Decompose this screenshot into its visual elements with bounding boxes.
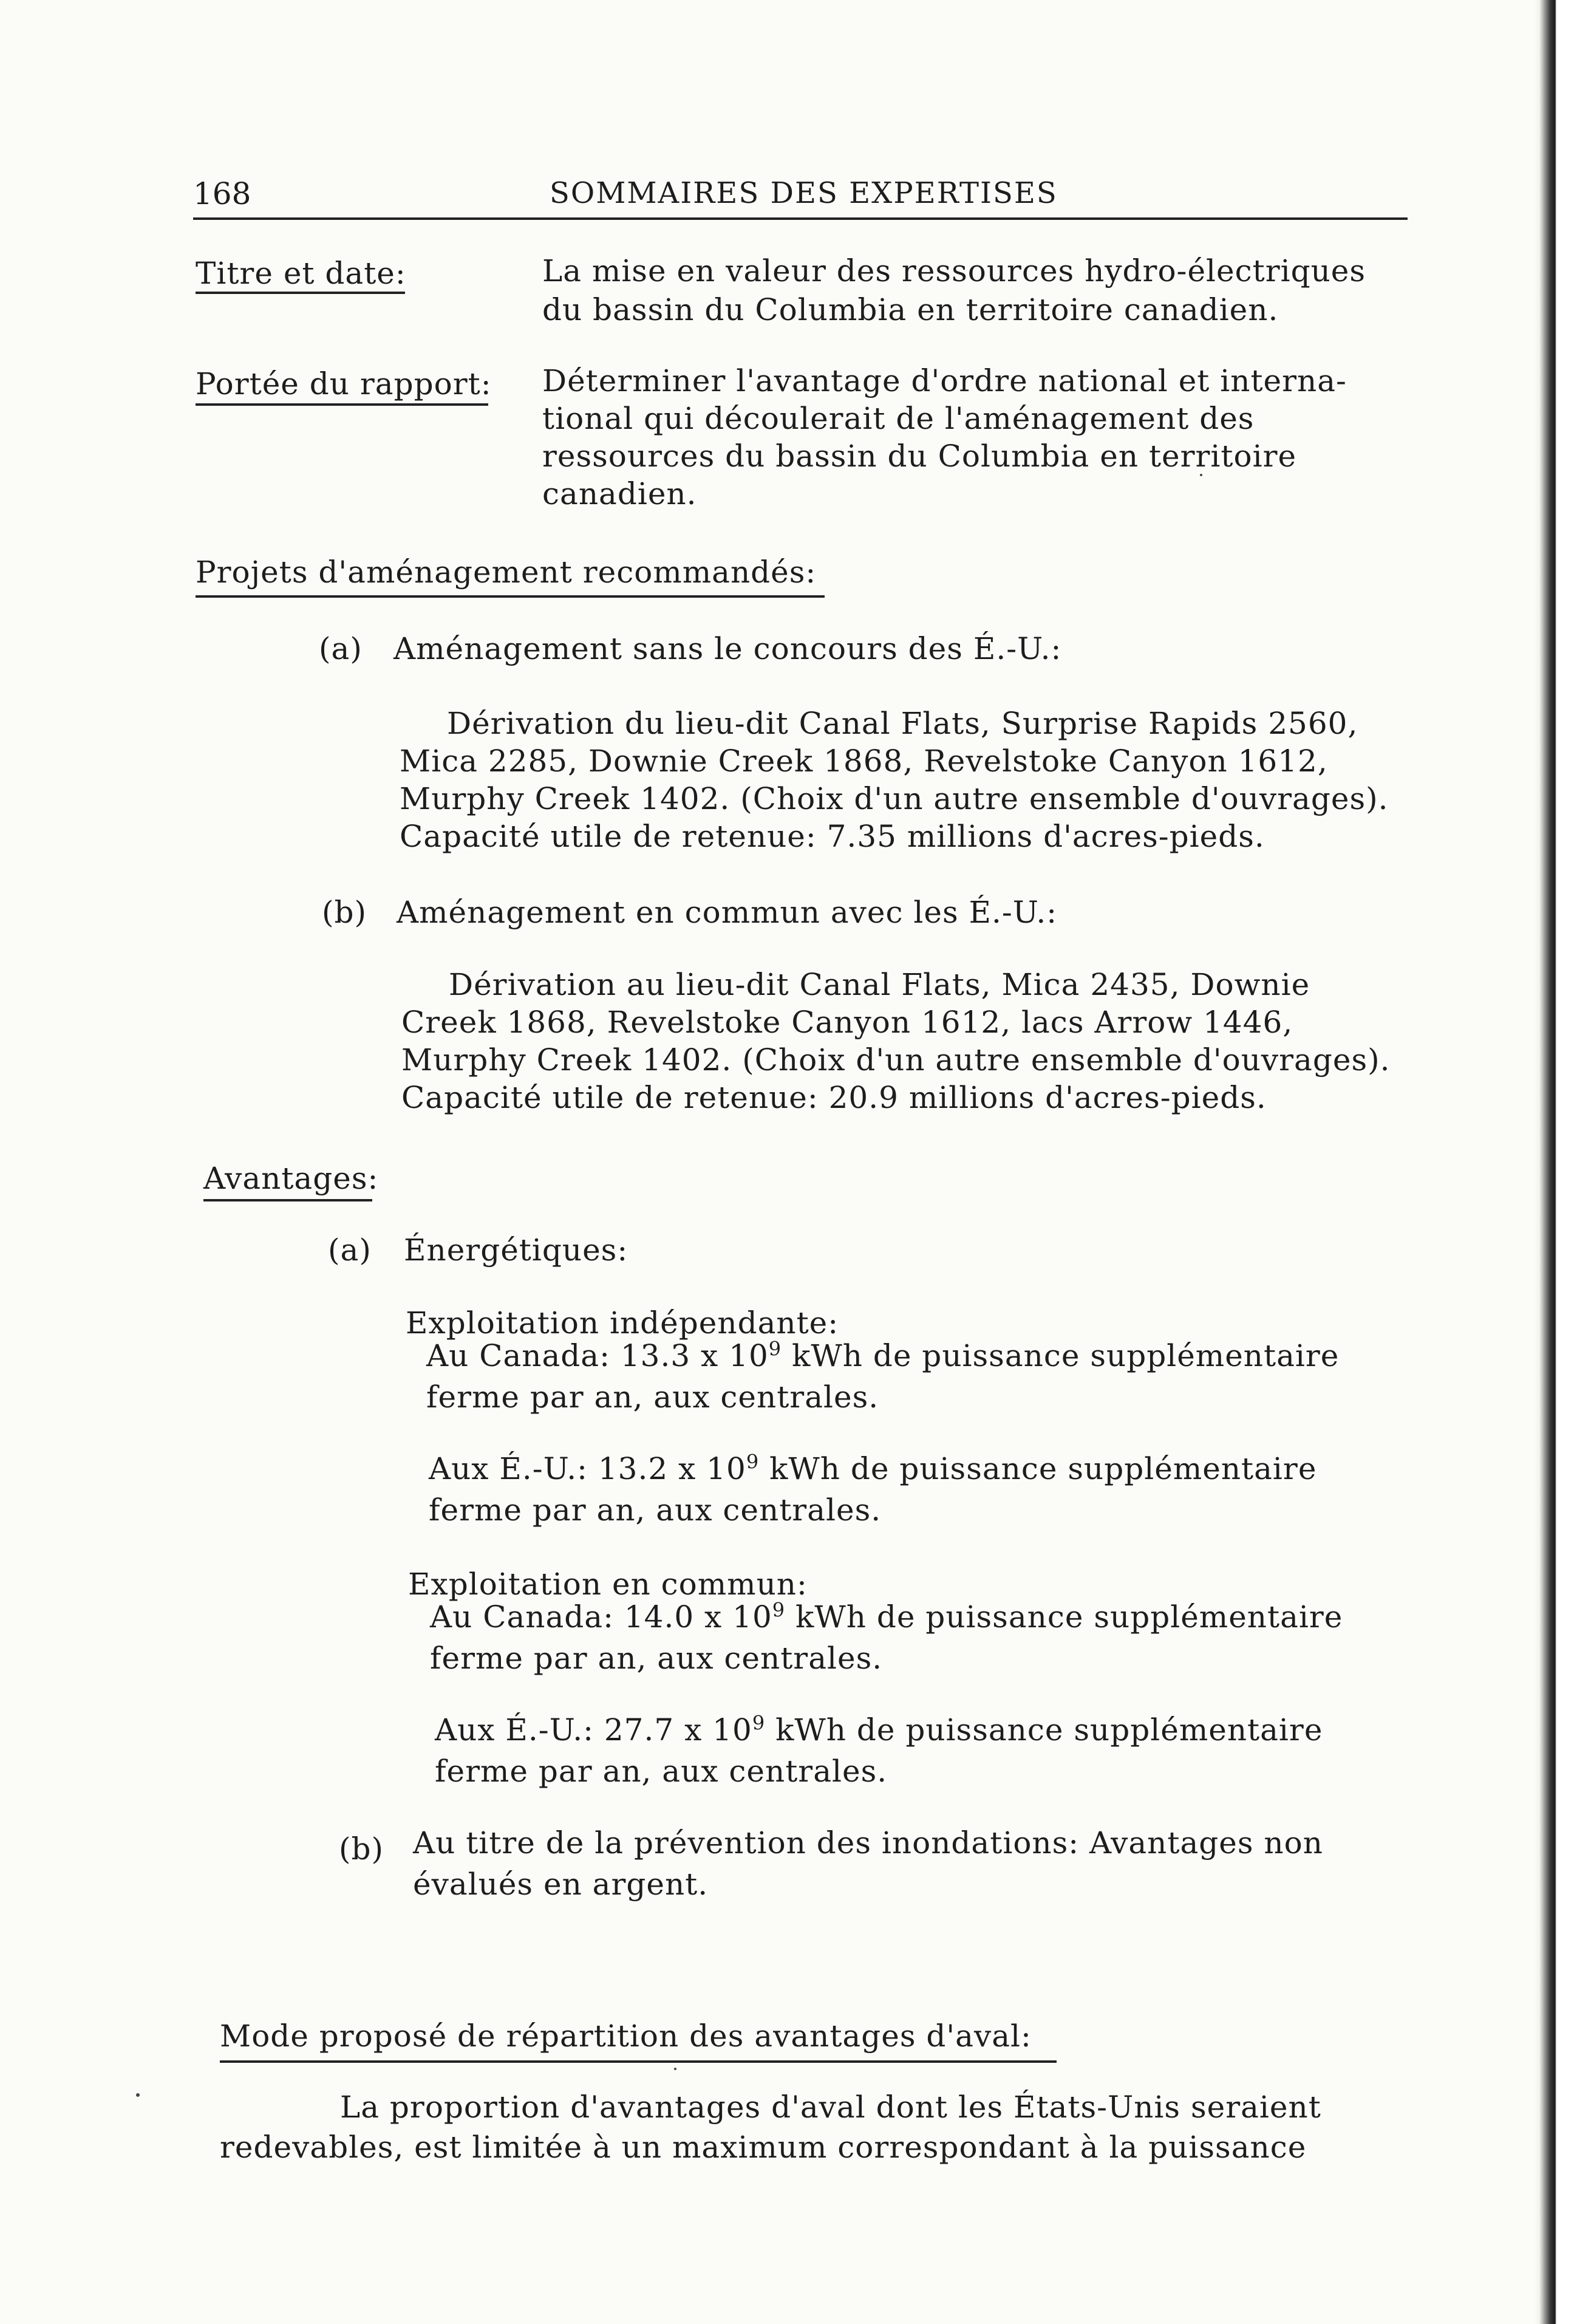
independante-canada-exponent: 9 [768, 1337, 782, 1361]
independante-eu-prefix: Aux É.-U.: 13.2 x 10 [429, 1451, 746, 1486]
independante-canada-prefix: Au Canada: 13.3 x 10 [426, 1338, 769, 1373]
avantages-b-text [413, 1822, 1323, 1905]
avantages-b-line: évalués en argent. [413, 1867, 709, 1902]
independante-canada [426, 1335, 1339, 1418]
projets-a-text [400, 705, 1389, 855]
independante-canada-suffix: kWh de puissance supplémentaire [782, 1338, 1340, 1373]
titre-text [542, 251, 1366, 329]
print-speck [1200, 474, 1202, 476]
commun-canada [430, 1596, 1343, 1679]
projets-a-line: Mica 2285, Downie Creek 1868, Revelstoke Canyon 1612, [400, 743, 1328, 779]
commun-eu-exponent: 9 [752, 1711, 766, 1735]
portee-label: Portée du rapport: [196, 366, 492, 402]
projets-a-line: Murphy Creek 1402. (Choix d'un autre ensemble d'ouvrages). [400, 781, 1389, 816]
commun-canada-exponent: 9 [772, 1598, 786, 1622]
portee-line: ressources du bassin du Columbia en territoire [542, 439, 1297, 474]
page-binding-edge [1534, 0, 1577, 2324]
commun-canada-suffix: kWh de puissance supplémentaire [785, 1599, 1343, 1635]
mode-heading: Mode proposé de répartition des avantages d'aval: [220, 2018, 1032, 2054]
page-number: 168 [193, 176, 251, 211]
commun-eu [435, 1709, 1323, 1792]
avantages-b-marker: (b) [339, 1831, 384, 1867]
titre-label-underline [196, 292, 405, 294]
print-speck [674, 2068, 676, 2070]
titre-line: La mise en valeur des ressources hydro-électriques [542, 253, 1366, 289]
projets-a-line: Dérivation du lieu-dit Canal Flats, Surprise Rapids 2560, [447, 706, 1358, 741]
avantages-a-title: Énergétiques: [404, 1232, 628, 1268]
independante-eu-line [429, 1448, 1316, 1489]
commun-canada-line [430, 1596, 1343, 1638]
print-speck [136, 2093, 140, 2097]
avantages-a-marker: (a) [328, 1232, 372, 1268]
titre-label: Titre et date: [196, 256, 406, 291]
mode-line: La proportion d'avantages d'aval dont les États-Unis seraient [340, 2090, 1321, 2125]
avantages-heading: Avantages: [203, 1161, 379, 1196]
independante-eu-suffix: kWh de puissance supplémentaire [759, 1451, 1317, 1486]
projets-heading: Projets d'aménagement recommandés: [196, 555, 817, 590]
running-title: SOMMAIRES DES EXPERTISES [550, 176, 1058, 210]
mode-line: redevables, est limitée à un maximum correspondant à la puissance [220, 2130, 1307, 2165]
independante-canada-line [426, 1335, 1339, 1376]
projets-b-marker: (b) [322, 895, 367, 930]
titre-line: du bassin du Columbia en territoire canadien. [542, 292, 1279, 327]
portee-line: tional qui découlerait de l'aménagement des [542, 401, 1255, 436]
mode-text [220, 2087, 1321, 2167]
commun-eu-line [435, 1709, 1323, 1751]
independante-eu-exponent: 9 [746, 1450, 760, 1474]
projets-b-text [401, 966, 1391, 1116]
commun-canada-line2: ferme par an, aux centrales. [430, 1641, 883, 1676]
commun-heading: Exploitation en commun: [408, 1567, 808, 1602]
projets-a-title: Aménagement sans le concours des É.-U.: [393, 631, 1062, 666]
independante-eu-line2: ferme par an, aux centrales. [429, 1492, 882, 1528]
projets-a-marker: (a) [319, 631, 363, 666]
projets-b-line: Dérivation au lieu-dit Canal Flats, Mica 2435, Downie [449, 967, 1310, 1002]
avantages-b-line: Au titre de la prévention des inondations: Avantages non [413, 1825, 1323, 1861]
portee-line: canadien. [542, 476, 697, 511]
portee-line: Déterminer l'avantage d'ordre national et interna- [542, 363, 1347, 398]
commun-canada-prefix: Au Canada: 14.0 x 10 [430, 1599, 772, 1635]
header-rule [193, 217, 1408, 220]
projets-b-title: Aménagement en commun avec les É.-U.: [397, 895, 1058, 930]
projets-b-line: Creek 1868, Revelstoke Canyon 1612, lacs Arrow 1446, [401, 1005, 1293, 1040]
avantages-heading-underline [203, 1199, 372, 1201]
mode-heading-underline [220, 2060, 1057, 2063]
portee-text [542, 362, 1347, 513]
projets-a-line: Capacité utile de retenue: 7.35 millions d'acres-pieds. [400, 819, 1265, 854]
independante-canada-line2: ferme par an, aux centrales. [426, 1379, 879, 1415]
commun-eu-line2: ferme par an, aux centrales. [435, 1754, 888, 1789]
commun-eu-prefix: Aux É.-U.: 27.7 x 10 [435, 1712, 752, 1748]
independante-eu [429, 1448, 1316, 1531]
portee-label-underline [196, 403, 488, 406]
independante-heading: Exploitation indépendante: [406, 1305, 839, 1341]
projets-heading-underline [196, 595, 825, 598]
projets-b-line: Capacité utile de retenue: 20.9 millions d'acres-pieds. [401, 1080, 1267, 1115]
commun-eu-suffix: kWh de puissance supplémentaire [765, 1712, 1323, 1748]
projets-b-line: Murphy Creek 1402. (Choix d'un autre ensemble d'ouvrages). [401, 1042, 1391, 1078]
